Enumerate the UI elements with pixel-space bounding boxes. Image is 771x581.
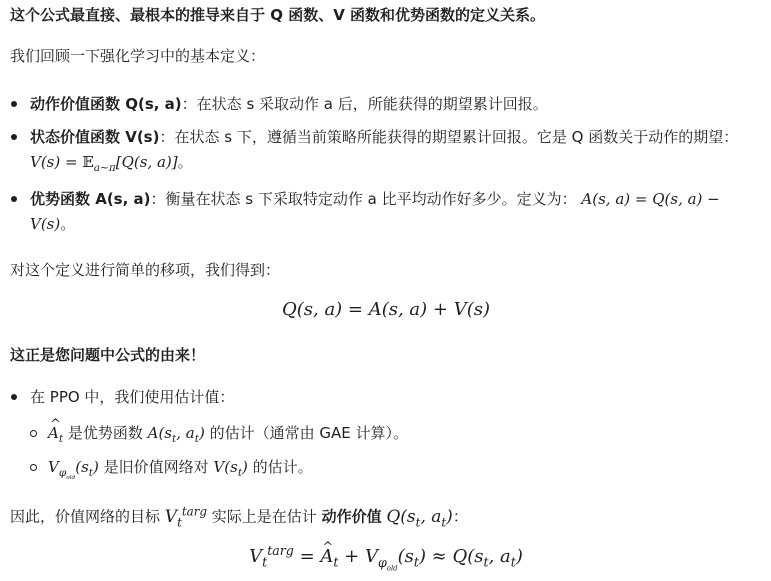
sub-item-text: 的估计（通常由 GAE 计算）。	[204, 424, 408, 442]
definition-desc: 在状态 s 采取动作 a 后，所能获得的期望累计回报。	[196, 95, 548, 113]
bullet-circle	[30, 430, 37, 437]
intro-recall: 我们回顾一下强化学习中的基本定义：	[10, 47, 266, 65]
ppo-intro: 在 PPO 中，我们使用估计值：	[30, 388, 235, 406]
bullet-dot	[11, 134, 17, 140]
bullet-dot	[11, 196, 17, 202]
definition-formula: V(s) = 𝔼$_{a\sim\pi}$[Q(s, a)]	[30, 153, 178, 174]
value-target-symbol: $V_t^{targ}$	[164, 504, 208, 530]
therefore-middle: 实际上是在估计	[207, 507, 322, 526]
definition-sep: ：	[181, 95, 197, 113]
rearrange-equation: Q(s, a) = A(s, a) + V(s)	[281, 299, 490, 320]
therefore-line	[10, 500, 468, 533]
definition-sep: ：	[159, 128, 175, 146]
definition-desc: 在状态 s 下，遵循当前策略所能获得的期望累计回报。它是 Q 函数关于动作的期望：	[174, 128, 739, 146]
therefore-prefix: 因此，价值网络的目标	[10, 507, 165, 526]
advantage-function-symbol: $A(s_t$, $a_t$)	[147, 424, 205, 445]
definition-tail: 。	[60, 215, 76, 233]
advantage-estimate-symbol: ^ $A_t$	[48, 424, 63, 442]
conclusion-text: 这正是您问题中公式的由来！	[10, 346, 206, 364]
definition-formula: A(s, a) = Q(s, a) − V(s)	[30, 190, 720, 233]
state-value-symbol: $V(s_t)$	[213, 458, 248, 479]
definition-term: 优势函数 A(s, a)	[30, 190, 151, 208]
sub-item-text: 的估计。	[247, 458, 313, 476]
definition-desc: 衡量在状态 s 下采取特定动作 a 比平均动作好多少。定义为：	[165, 190, 577, 208]
old-value-symbol: $V_{\varphi_{old}}(s_t)$	[48, 458, 99, 482]
intro-lead	[10, 4, 545, 26]
sub-item-text: 是旧价值网络对	[98, 458, 214, 476]
definition-term: 动作价值函数 Q(s, a)	[30, 95, 182, 113]
action-value-symbol: $Q(s_t$, $a_t$)	[386, 506, 453, 530]
intro-lead-text: 这个公式最直接、最根本的推导来自于 Q 函数、V 函数和优势函数的定义关系。	[10, 6, 546, 24]
rearrange-text: 对这个定义进行简单的移项，我们得到：	[10, 261, 281, 279]
bullet-dot	[11, 101, 17, 107]
bullet-dot	[11, 394, 17, 400]
definition-tail: 。	[177, 153, 193, 171]
definition-term: 状态价值函数 V(s)	[30, 128, 160, 146]
definition-sep: ：	[150, 190, 166, 208]
therefore-suffix: ：	[452, 507, 468, 526]
therefore-bold: 动作价值	[321, 507, 382, 526]
sub-item-text: 是优势函数	[63, 424, 148, 442]
conclusion	[10, 344, 205, 366]
bullet-circle	[30, 464, 37, 471]
final-equation: $V_t^{targ}$ = ^ $A_t + V_{\varphi_{old}}(s_t) \approx Q(s_t$, $a_t$)	[10, 538, 762, 581]
